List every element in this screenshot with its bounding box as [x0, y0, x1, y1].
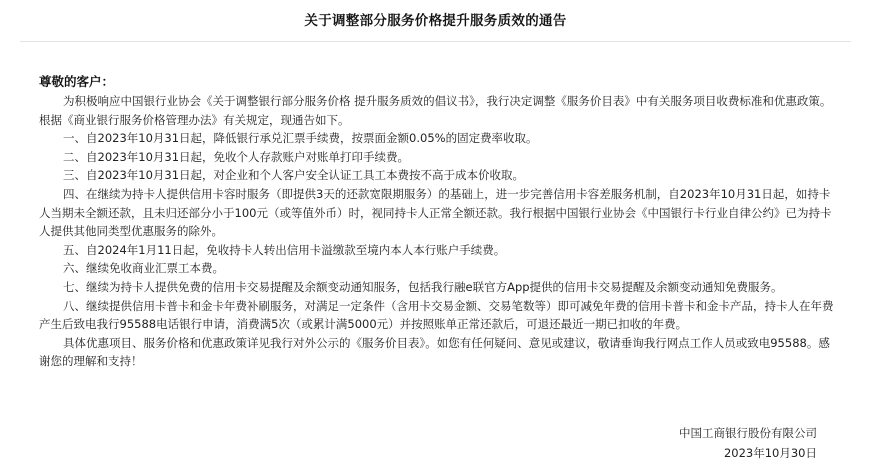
paragraph-item-7: 七、继续为持卡人提供免费的信用卡交易提醒及余额变动通知服务，包括我行融e联官方App提供的信用卡交易提醒及余额变动通知免费服务。 [63, 279, 783, 294]
paragraph-item-1: 一、自2023年10月31日起，降低银行承兑汇票手续费，按票面金额0.05%的固定费率收取。 [63, 131, 538, 146]
signature-organization: 中国工商银行股份有限公司 [679, 426, 817, 440]
notice-body [39, 92, 839, 371]
paragraph-intro: 为积极响应中国银行业协会《关于调整银行部分服务价格 提升服务质效的倡议书》，我行决定调整《服务价目表》中有关服务项目收费标准和优惠政策。根据《商业银行服务价格管理办法》有关规定，现通告如下。 [39, 94, 832, 127]
signature-date: 2023年10月30日 [723, 446, 817, 460]
paragraph-item-8: 八、继续提供信用卡普卡和金卡年费补刷服务，对满足一定条件（含用卡交易金额、交易笔数等）即可减免年费的信用卡普卡和金卡产品，持卡人在年费产生后致电我行95588电话银行申请，消费满5次（或累计满5000元）并按照账单正常还款后，可退还最近一期已扣收的年费。 [39, 298, 834, 332]
paragraph-closing: 具体优惠项目、服务价格和优惠政策详见我行对外公示的《服务价目表》。如您有任何疑问、意见或建议，敬请垂询我行网点工作人员或致电95588。感谢您的理解和支持！ [39, 335, 830, 369]
paragraph-item-5: 五、自2024年1月11日起，免收持卡人转出信用卡溢缴款至境内本人本行账户手续费。 [63, 242, 506, 257]
paragraph-item-6: 六、继续免收商业汇票工本费。 [63, 261, 224, 276]
salutation: 尊敬的客户： [39, 74, 115, 89]
notice-title: 关于调整部分服务价格提升服务质效的通告 [304, 13, 567, 29]
title-divider [20, 41, 851, 42]
paragraph-item-2: 二、自2023年10月31日起，免收个人存款账户对账单打印手续费。 [63, 149, 410, 164]
paragraph-item-3: 三、自2023年10月31日起，对企业和个人客户安全认证工具工本费按不高于成本价收取。 [63, 168, 525, 183]
paragraph-item-4: 四、在继续为持卡人提供信用卡容时服务（即提供3天的还款宽限期服务）的基础上，进一步完善信用卡容差服务机制，自2023年10月31日起，如持卡人当期未全额还款，且未归还部分小于100元（或等值外币）时，视同持卡人正常全额还款。我行根据中国银行业协会《中国银行卡行业自律公约》已为持卡人提供其他同类型优惠服务的除外。 [39, 186, 832, 239]
